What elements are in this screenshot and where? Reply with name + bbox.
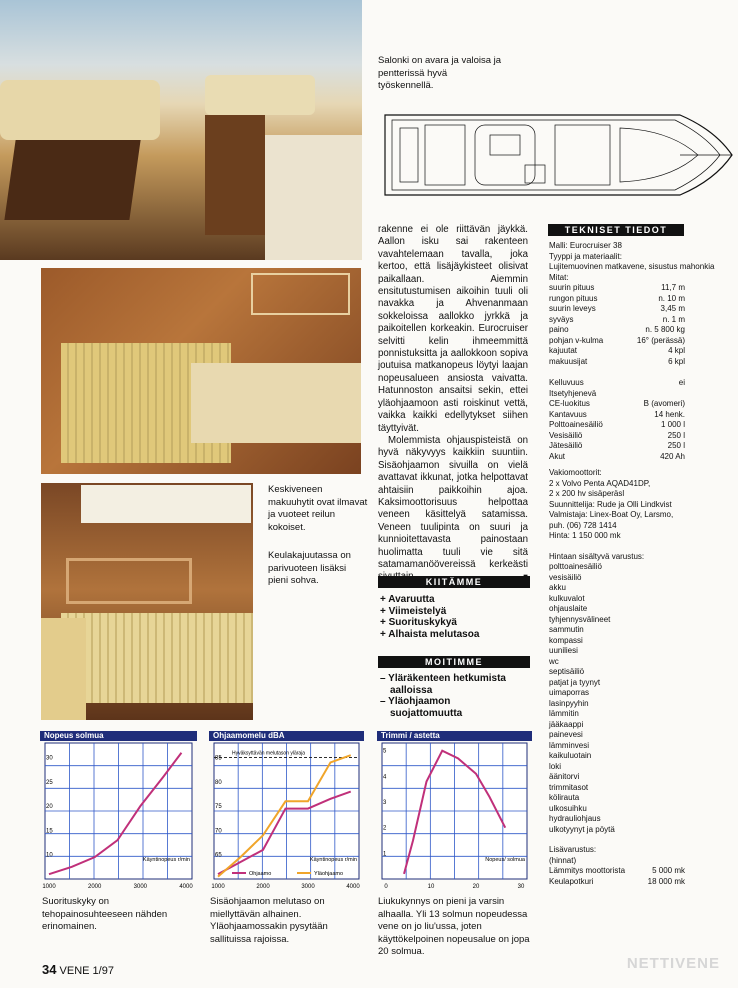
spec-label: Polttoainesäiliö [549,420,603,429]
x-tick-label: 2000 [87,884,102,890]
list-item: suojattomuutta [390,707,463,719]
spec-value: B (avomeri) [643,399,685,408]
spec-label: CE-luokitus [549,399,590,408]
list-item: + Alhaista melutasoa [380,628,480,640]
spec-label: Jätesäiliö [549,441,583,450]
spec-row [549,431,685,442]
spec-row [549,304,685,315]
spec-extra-sub: (hinnat) [549,855,577,865]
article-paragraph-2: Molemmista ohjauspisteistä on hyvä näkyvyys kaikkiin suuntiin. Sisäohjaamon sivuilla on vielä avattavat ikkunat, jotka helpottavat ahtaisiin paikkoihin ajoa. Kaksimoottorisuus helpottaa veneen käsittelyä satamissa. Veneen tuulipinta on suuri ja kunnioitettavasta painostaan huolimatta tuuli vie sitä satamamanöövereissä kerkeästi [378,435,528,584]
equipment-item: patjat ja tyynyt [549,677,601,687]
legend-label: Ohjaamo [249,871,272,877]
list-item: + Suorituskykyä [380,617,457,628]
spec-label: Lämmitys moottorista [549,866,626,875]
equipment-item: loki [549,761,562,771]
equipment-item: wc [549,656,559,666]
article-paragraph-1: rakenne ei ole riittävän jäykkä. Aallon isku sai rakenteen vavahtelemaan tavalla, joka kertoo, että lisäjäykisteet olisivat paikallaan. Aiemmin ensitutustumisen aikoihin tuuli oli navakka ja Ahvenanmaan sokkeloissa aallokko jyrkkä ja paikoitellen korkeakin. Eurocruiser selvitti kelin ihmeemmittä ponnistuksitta ja aallokkoon sopiva joutuisa matkanopeus löytyi laajan nopeusalueen ansiosta vaivatta. Hatunnoston ansaitsi sekin, ettei yläohjaamoon asti roiskinut vettä, vaikka kaikki edellytykset siihen täyttyivät. [378,224,528,434]
y-tick-label: 75 [215,804,222,811]
spec-label: Keulapotkuri [549,876,594,886]
equipment-item: lämmitin [549,709,579,718]
equipment-item: jääkaappi [549,719,584,729]
spec-value: 250 l [667,441,685,450]
spec-row [549,452,685,463]
x-tick-label: 2000 [256,884,270,890]
chart-title: Ohjaamomelu dBA [209,731,364,741]
chart-title: Trimmi / astetta [377,731,532,741]
equipment-item: trimmitasot [549,782,589,792]
x-axis-label: Käyntinopeus r/min [142,857,190,863]
tekniset-heading: TEKNISET TIEDOT [548,224,684,236]
equipment-item: sammutin [549,625,584,634]
spec-value: 6 kpl [668,356,685,366]
spec-label: paino [549,325,569,334]
spec-label: suurin pituus [549,283,595,292]
chart-title: Nopeus solmua [40,731,197,741]
noise-chart [209,731,364,891]
legend-label: Yläohjaamo [314,871,344,877]
y-tick-label: 2 [383,825,387,832]
spec-value: 250 l [667,430,685,440]
y-tick-label: 1 [383,851,387,858]
article-text [378,224,528,584]
spec-row [549,389,685,400]
spec-value: 11,7 m [661,283,685,292]
spec-row [549,399,685,410]
spec-row [549,294,685,305]
x-tick-label: 3000 [133,884,148,890]
noise-caption: Sisäohjaamon melutaso on miellyttävän alhainen. Yläohjaamossakin pysytään sallituissa rajoissa. [210,896,328,945]
equipment-item: kompassi [549,635,583,645]
equipment-item: uimaporras [549,688,590,697]
equipment-item: kaikuluotain [549,751,592,760]
equipment-item: lämminvesi [549,740,590,750]
spec-row [549,420,685,431]
spec-row [549,325,685,336]
y-tick-label: 30 [46,755,53,762]
equipment-item: lasinpyyhin [549,698,589,708]
salon-photo [0,0,362,260]
list-item: – Yläohjaamon [380,696,451,707]
x-tick-label: 1000 [211,884,225,890]
spec-label: Akut [549,451,566,461]
spec-value: 14 henk. [654,409,685,419]
equipment-item: ohjauslaite [549,604,588,613]
spec-panel [549,241,715,887]
kiitamme-heading: KIITÄMME [378,576,530,588]
spec-model: Malli: Eurocruiser 38 [549,241,622,250]
salon-caption: Salonki on avara ja valoisa ja pentterissä hyvä työskennellä. [378,55,502,91]
equipment-item: uuniliesi [549,646,578,655]
x-tick-label: 1000 [42,884,56,890]
spec-row [549,410,685,421]
spec-phone: puh. (06) 728 1414 [549,520,617,530]
spec-label: Itsetyhjenevä [549,388,597,398]
spec-row [549,346,685,357]
x-axis-label: Nopeus/ solmua [485,857,525,863]
spec-value: ei [678,378,685,387]
x-tick-label: 20 [472,884,480,890]
spec-value: 18 000 mk [647,876,685,886]
reference-label: Hyväksyttävän melutason yläraja [232,750,306,757]
list-item: – Yläräkenteen hetkumista [380,673,506,684]
spec-value: 5 000 mk [652,866,685,875]
spec-row [549,378,685,389]
moitimme-heading: MOITIMME [378,656,530,668]
y-tick-label: 10 [46,852,53,859]
spec-value: 16° (perässä) [636,335,685,345]
equipment-item: ulkosuihku [549,803,587,813]
spec-equipment-label: Hintaan sisältyvä varustus: [549,551,645,561]
equipment-item: kölirauta [549,793,580,802]
equipment-item: painevesi [549,730,583,739]
x-tick-label: 3000 [301,884,315,890]
spec-material: Lujitemuovinen matkavene, sisustus mahonkia [549,262,715,271]
page-number: 34 [42,962,57,977]
list-item: + Viimeistelyä [380,605,447,617]
y-tick-label: 15 [46,828,53,835]
spec-row [549,315,685,326]
equipment-item: äänitorvi [549,772,580,781]
spec-engines-1: 2 x Volvo Penta AQAD41DP, [549,478,651,488]
forward-cabin-photo [41,483,253,720]
cabin-caption: Keskiveneen makuuhytit ovat ilmavat ja vuoteet reilun kokoiset. [268,484,368,533]
magazine-issue: VENE 1/97 [59,965,114,977]
x-tick-label: 30 [517,884,525,890]
deck-plan-drawing [380,100,736,210]
spec-label: Kelluvuus [549,378,584,387]
spec-dims-label: Mitat: [549,272,569,282]
spec-type-label: Tyyppi ja materiaalit: [549,251,622,261]
spec-row [549,866,685,877]
spec-value: 4 kpl [668,346,685,355]
spec-label: makuusijat [549,356,588,366]
spec-row [549,441,685,452]
spec-value: n. 1 m [662,314,685,324]
trim-caption: Liukukynnys on pieni ja varsin alhaalla. Yli 13 solmun nopeudessa vene on jo liu'ussa, joten käyttökelpoinen nopeusalue on jopa 20 solmua. [378,896,530,957]
spec-row [549,336,685,347]
equipment-item: tyhjennysvälineet [549,614,611,624]
y-tick-label: 20 [46,804,53,811]
equipment-item: vesisäiliö [549,572,582,582]
spec-engines-label: Vakiomoottorit: [549,468,602,477]
watermark-logo: NETTIVENE [626,955,720,972]
x-tick-label: 10 [427,884,435,890]
x-tick-label: 0 [384,884,388,890]
spec-label: pohjan v-kulma [549,335,604,345]
equipment-item: akku [549,583,566,592]
spec-label: kajuutat [549,346,578,355]
spec-value: 1 000 l [660,420,685,429]
spec-label: syväys [549,314,574,324]
y-tick-label: 5 [383,748,387,755]
trim-chart [377,731,532,891]
y-tick-label: 65 [215,852,222,859]
list-item: aalloissa [390,684,433,696]
spec-label: Vesisäiliö [549,430,583,440]
moitimme-list [380,673,530,719]
y-tick-label: 4 [383,774,387,781]
equipment-item: ulkotyynyt ja pöytä [549,824,615,834]
y-tick-label: 3 [383,800,387,807]
speed-chart [40,731,197,891]
y-tick-label: 25 [46,779,53,786]
x-tick-label: 4000 [179,884,193,890]
spec-value: n. 10 m [658,293,685,303]
kiitamme-list [380,594,530,640]
page-footer [42,962,114,977]
spec-designer: Suunnittelija: Rude ja Olli Lindkvist [549,499,672,509]
spec-value: n. 5 800 kg [645,325,685,334]
equipment-item: septisäiliö [549,667,585,676]
x-axis-label: Käyntinopeus r/min [309,857,357,863]
y-tick-label: 85 [215,755,222,762]
cabin-photo [41,268,361,474]
spec-row [549,283,685,294]
spec-row [549,877,685,888]
list-item: + Avaruutta [380,594,435,605]
equipment-item: kulkuvalot [549,593,585,603]
spec-extra-label: Lisävarustus: [549,845,597,854]
spec-value: 3,45 m [660,304,685,313]
spec-row [549,357,685,368]
y-tick-label: 70 [215,828,222,835]
forward-caption: Keulakajuutassa on parivuoteen lisäksi pieni sohva. [268,550,351,586]
spec-label: suurin leveys [549,304,596,313]
spec-value: 420 Ah [660,451,685,461]
spec-engines-2: 2 x 200 hv sisäperäsl [549,489,625,498]
spec-label: rungon pituus [549,293,598,303]
spec-price: Hinta: 1 150 000 mk [549,531,621,540]
equipment-item: hydrauliohjaus [549,814,601,823]
y-tick-label: 80 [215,779,222,786]
x-tick-label: 4000 [346,884,360,890]
speed-caption: Suorituskyky on tehopainosuhteeseen nähden erinomainen. [42,896,168,932]
spec-label: Kantavuus [549,409,587,419]
spec-maker: Valmistaja: Linex-Boat Oy, Larsmo, [549,510,674,519]
equipment-item: polttoainesäiliö [549,562,602,571]
